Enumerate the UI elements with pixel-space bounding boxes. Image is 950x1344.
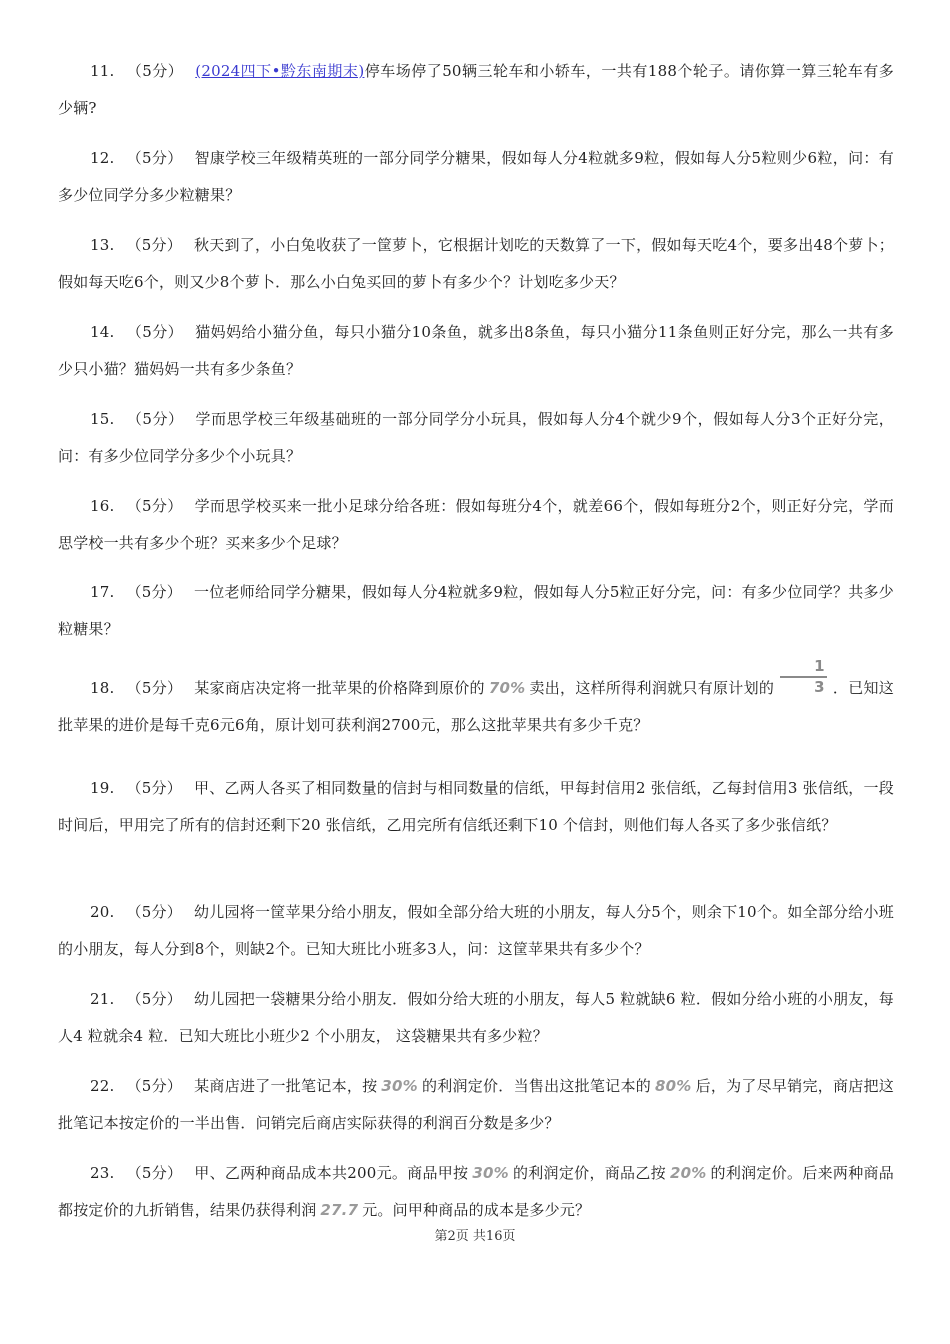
fraction (780, 659, 827, 695)
fraction-denominator: 3 (814, 678, 825, 696)
question-number: 13. (90, 236, 115, 254)
question-source-link[interactable]: (2024四下•黔东南期末) (195, 62, 365, 80)
question-points: （5分） (126, 1077, 183, 1095)
question-text: 停车场停了50辆三轮车和小轿车，一共有188个轮子。请你算一算三轮车有多少辆? (58, 62, 894, 117)
question-15 (58, 401, 894, 475)
question-number: 17. (90, 583, 115, 601)
question-11 (58, 53, 894, 127)
fraction-numerator: 1 (814, 657, 825, 675)
question-text: 某家商店决定将一批苹果的价格降到原价的 (194, 679, 485, 697)
question-number: 11. (90, 62, 115, 80)
percent-value: 30% (381, 1077, 418, 1095)
question-points: （5分） (126, 323, 184, 341)
question-text: 甲、乙两种商品成本共200元。商品甲按 (194, 1164, 469, 1182)
question-13 (58, 227, 894, 301)
question-text: 学而思学校买来一批小足球分给各班：假如每班分4个，就差66个，假如每班分2个，则正好分完，学而思学校一共有多少个班？买来多少个足球？ (58, 497, 894, 552)
question-text: 甲、乙两人各买了相同数量的信封与相同数量的信纸，甲每封信用2 张信纸，乙每封信用3 张信纸，一段时间后，甲用完了所有的信封还剩下20 张信纸，乙用完所有信纸还剩下10 个信封，则他们每人各买了多少张信纸？ (58, 779, 894, 834)
question-19 (58, 770, 894, 844)
question-number: 20. (90, 903, 115, 921)
question-number: 18. (90, 679, 115, 697)
question-20 (58, 894, 894, 968)
question-text: 一位老师给同学分糖果，假如每人分4粒就多9粒，假如每人分5粒正好分完，问：有多少位同学？共多少粒糖果？ (58, 583, 894, 638)
question-points: （5分） (126, 779, 183, 797)
question-number: 15. (90, 410, 115, 428)
question-14 (58, 314, 894, 388)
question-number: 14. (90, 323, 115, 341)
question-number: 22. (90, 1077, 115, 1095)
question-16 (58, 488, 894, 562)
question-23 (58, 1155, 894, 1229)
profit-value: 27.7 (320, 1201, 359, 1219)
question-points: （5分） (126, 149, 183, 167)
page-number-footer: 第2页 共16页 (434, 1229, 516, 1244)
question-text: 的利润定价。后来两种商品都按定价的九折销售，结果仍获得利润 (58, 1164, 894, 1219)
question-points: （5分） (126, 583, 183, 601)
question-text: 某商店进了一批笔记本，按 (194, 1077, 378, 1095)
question-text: ．已知这批苹果的进价是每千克6元6角，原计划可获利润2700元，那么这批苹果共有多少千克？ (58, 679, 894, 734)
question-12 (58, 140, 894, 214)
question-text: 的利润定价．当售出这批笔记本的 (421, 1077, 651, 1095)
question-points: （5分） (126, 1164, 183, 1182)
question-points: （5分） (126, 62, 184, 80)
question-number: 16. (90, 497, 115, 515)
question-22 (58, 1068, 894, 1142)
question-number: 19. (90, 779, 115, 797)
question-text: 的利润定价，商品乙按 (512, 1164, 666, 1182)
question-21 (58, 981, 894, 1055)
question-text: 幼儿园将一筐苹果分给小朋友，假如全部分给大班的小朋友，每人分5个，则余下10个。如全部分给小班的小朋友，每人分到8个，则缺2个。已知大班比小班多3人，问：这筐苹果共有多少个？ (58, 903, 894, 958)
question-points: （5分） (126, 903, 183, 921)
question-points: （5分） (126, 236, 183, 254)
percent-value: 70% (488, 679, 526, 697)
percent-value: 80% (654, 1077, 692, 1095)
question-17 (58, 574, 894, 648)
question-text: 秋天到了，小白兔收获了一筐萝卜，它根据计划吃的天数算了一下，假如每天吃4个，要多出48个萝卜；假如每天吃6个，则又少8个萝卜．那么小白兔买回的萝卜有多少个？计划吃多少天？ (58, 236, 894, 291)
question-text: 幼儿园把一袋糖果分给小朋友．假如分给大班的小朋友，每人5 粒就缺6 粒．假如分给小班的小朋友，每人4 粒就余4 粒．已知大班比小班少2 个小朋友， 这袋糖果共有多少粒？ (58, 990, 894, 1045)
question-text: 卖出，这样所得利润就只有原计划的 (529, 679, 775, 697)
question-points: （5分） (126, 679, 183, 697)
question-text: 猫妈妈给小猫分鱼，每只小猫分10条鱼，就多出8条鱼，每只小猫分11条鱼则正好分完，那么一共有多少只小猫？猫妈妈一共有多少条鱼？ (58, 323, 894, 378)
question-text: 后，为了尽早销完，商店把这批笔记本按定价的一半出售．问销完后商店实际获得的利润百分数是多少？ (58, 1077, 894, 1132)
question-18 (58, 657, 894, 744)
percent-value: 20% (669, 1164, 707, 1182)
question-points: （5分） (126, 410, 184, 428)
question-number: 12. (90, 149, 115, 167)
question-text: 智康学校三年级精英班的一部分同学分糖果，假如每人分4粒就多9粒，假如每人分5粒则少6粒，问：有多少位同学分多少粒糖果？ (58, 149, 894, 204)
question-number: 21. (90, 990, 115, 1008)
percent-value: 30% (472, 1164, 509, 1182)
question-points: （5分） (126, 990, 183, 1008)
question-text: 元。问甲种商品的成本是多少元？ (362, 1201, 591, 1219)
question-text: 学而思学校三年级基础班的一部分同学分小玩具，假如每人分4个就少9个，假如每人分3个正好分完，问：有多少位同学分多少个小玩具？ (58, 410, 894, 465)
question-number: 23. (90, 1164, 115, 1182)
question-points: （5分） (126, 497, 183, 515)
